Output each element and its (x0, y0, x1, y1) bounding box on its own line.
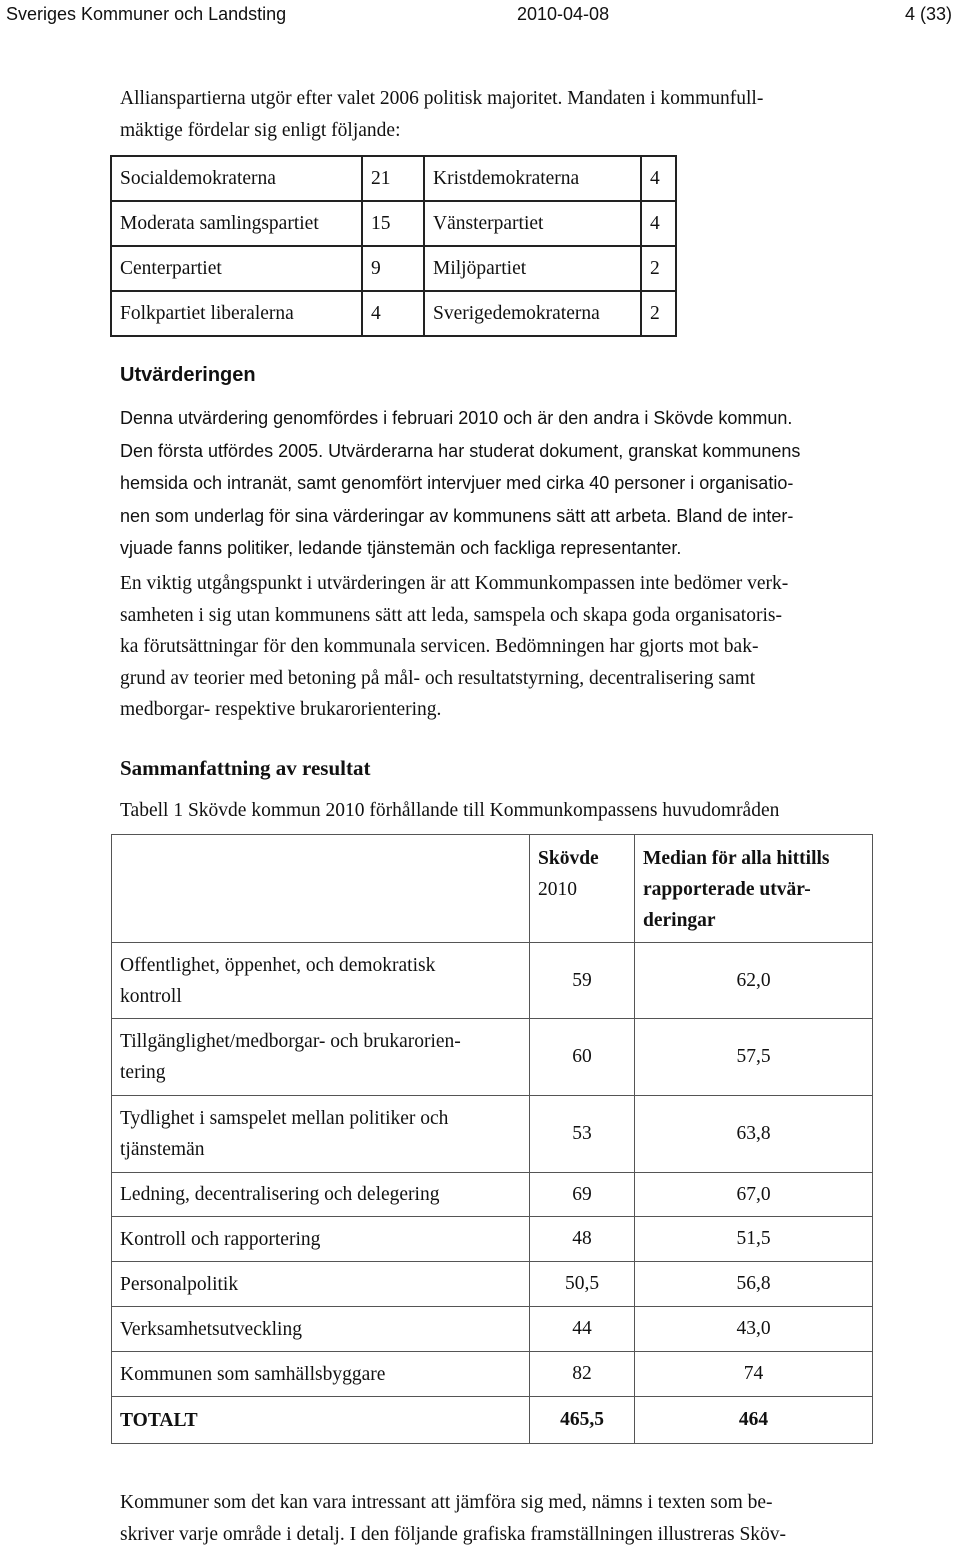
skovde-score: 53 (530, 1096, 635, 1173)
area-label: Kommunen som samhällsbyggare (112, 1352, 530, 1397)
median-score: 62,0 (635, 943, 873, 1019)
header-line: Median för alla hittills (643, 843, 864, 874)
party-name: Sverigedemokraterna (424, 291, 641, 336)
intro-line: Allianspartierna utgör efter valet 2006 politisk majoritet. Mandaten i kommunfull- (120, 83, 910, 115)
paragraph-line: samheten i sig utan kommunens sätt att leda, samspela och skapa goda organisatoris- (120, 600, 910, 632)
paragraph-line: vjuade fanns politiker, ledande tjänstemän och fackliga representanter. (120, 532, 910, 565)
area-label: Ledning, decentralisering och delegering (112, 1173, 530, 1217)
total-median-score: 464 (635, 1397, 873, 1444)
paragraph-line: Denna utvärdering genomfördes i februari 2010 och är den andra i Skövde kommun. (120, 402, 910, 435)
label-line: kontroll (120, 981, 521, 1012)
party-name: Socialdemokraterna (111, 156, 362, 201)
header-line: 2010 (538, 874, 626, 905)
skovde-score: 82 (530, 1352, 635, 1397)
skovde-score: 48 (530, 1217, 635, 1262)
closing-paragraph (120, 1487, 910, 1550)
table-row (112, 1217, 873, 1262)
party-name: Folkpartiet liberalerna (111, 291, 362, 336)
header-line: rapporterade utvär- (643, 874, 864, 905)
table-header-row (112, 835, 873, 943)
table-row (111, 201, 676, 246)
paragraph-line: ka förutsättningar för den kommunala servicen. Bedömningen har gjorts mot bak- (120, 631, 910, 663)
paragraph-line: skriver varje område i detalj. I den följande grafiska framställningen illustreras Sköv- (120, 1519, 910, 1550)
party-name: Miljöpartiet (424, 246, 641, 291)
header-skovde (530, 835, 635, 943)
party-name: Centerpartiet (111, 246, 362, 291)
party-seats: 4 (641, 201, 676, 246)
table-row (112, 1262, 873, 1307)
label-line: Tillgänglighet/medborgar- och brukarorien- (120, 1026, 521, 1057)
paragraph-line: grund av teorier med betoning på mål- och resultatstyrning, decentralisering samt (120, 663, 910, 695)
party-seats: 4 (641, 156, 676, 201)
party-seats: 9 (362, 246, 424, 291)
party-seats-table (110, 155, 677, 337)
party-seats: 15 (362, 201, 424, 246)
paragraph-line: medborgar- respektive brukarorientering. (120, 694, 910, 726)
table-total-row (112, 1397, 873, 1444)
header-median (635, 835, 873, 943)
header-line: Skövde (538, 843, 626, 874)
header-date: 2010-04-08 (517, 4, 609, 25)
median-score: 56,8 (635, 1262, 873, 1307)
paragraph-line: Den första utfördes 2005. Utvärderarna har studerat dokument, granskat kommunens (120, 435, 910, 468)
area-label: Verksamhetsutveckling (112, 1307, 530, 1352)
skovde-score: 50,5 (530, 1262, 635, 1307)
skovde-score: 44 (530, 1307, 635, 1352)
median-score: 43,0 (635, 1307, 873, 1352)
intro-line: mäktige fördelar sig enligt följande: (120, 115, 910, 147)
label-line: tjänstemän (120, 1134, 521, 1165)
area-label (112, 1096, 530, 1173)
table-row (111, 246, 676, 291)
party-seats: 2 (641, 246, 676, 291)
intro-paragraph (120, 83, 910, 146)
paragraph-line: Kommuner som det kan vara intressant att jämföra sig med, nämns i texten som be- (120, 1487, 910, 1519)
total-label: TOTALT (112, 1397, 530, 1444)
party-name: Vänsterpartiet (424, 201, 641, 246)
caption-text: Tabell 1 Skövde kommun 2010 förhållande till Kommunkompassens huvudområden (120, 795, 910, 827)
total-skovde-score: 465,5 (530, 1397, 635, 1444)
table-row (112, 1096, 873, 1173)
table-row (112, 943, 873, 1019)
evaluation-paragraph-2 (120, 568, 910, 726)
area-label: Kontroll och rapportering (112, 1217, 530, 1262)
label-line: Tydlighet i samspelet mellan politiker och (120, 1103, 521, 1134)
header-organization: Sveriges Kommuner och Landsting (6, 4, 286, 25)
skovde-score: 69 (530, 1173, 635, 1217)
median-score: 57,5 (635, 1019, 873, 1096)
header-line: deringar (643, 905, 864, 936)
area-label (112, 943, 530, 1019)
table-row (111, 156, 676, 201)
label-line: Offentlighet, öppenhet, och demokratisk (120, 950, 521, 981)
results-table (111, 834, 873, 1444)
label-line: tering (120, 1057, 521, 1088)
section-heading-summary: Sammanfattning av resultat (120, 756, 370, 781)
median-score: 63,8 (635, 1096, 873, 1173)
party-seats: 4 (362, 291, 424, 336)
skovde-score: 59 (530, 943, 635, 1019)
header-page-number: 4 (33) (905, 4, 952, 25)
table-row (112, 1173, 873, 1217)
median-score: 51,5 (635, 1217, 873, 1262)
party-name: Kristdemokraterna (424, 156, 641, 201)
area-label: Personalpolitik (112, 1262, 530, 1307)
paragraph-line: nen som underlag för sina värderingar av kommunens sätt att arbeta. Bland de inter- (120, 500, 910, 533)
table-row (111, 291, 676, 336)
table-row (112, 1019, 873, 1096)
table-caption (120, 795, 910, 827)
paragraph-line: En viktig utgångspunkt i utvärderingen är att Kommunkompassen inte bedömer verk- (120, 568, 910, 600)
header-empty-cell (112, 835, 530, 943)
table-row (112, 1307, 873, 1352)
median-score: 67,0 (635, 1173, 873, 1217)
party-seats: 21 (362, 156, 424, 201)
area-label (112, 1019, 530, 1096)
skovde-score: 60 (530, 1019, 635, 1096)
paragraph-line: hemsida och intranät, samt genomfört intervjuer med cirka 40 personer i organisatio- (120, 467, 910, 500)
evaluation-paragraph-1 (120, 402, 910, 565)
median-score: 74 (635, 1352, 873, 1397)
party-seats: 2 (641, 291, 676, 336)
table-row (112, 1352, 873, 1397)
party-name: Moderata samlingspartiet (111, 201, 362, 246)
section-heading-evaluation: Utvärderingen (120, 364, 256, 387)
